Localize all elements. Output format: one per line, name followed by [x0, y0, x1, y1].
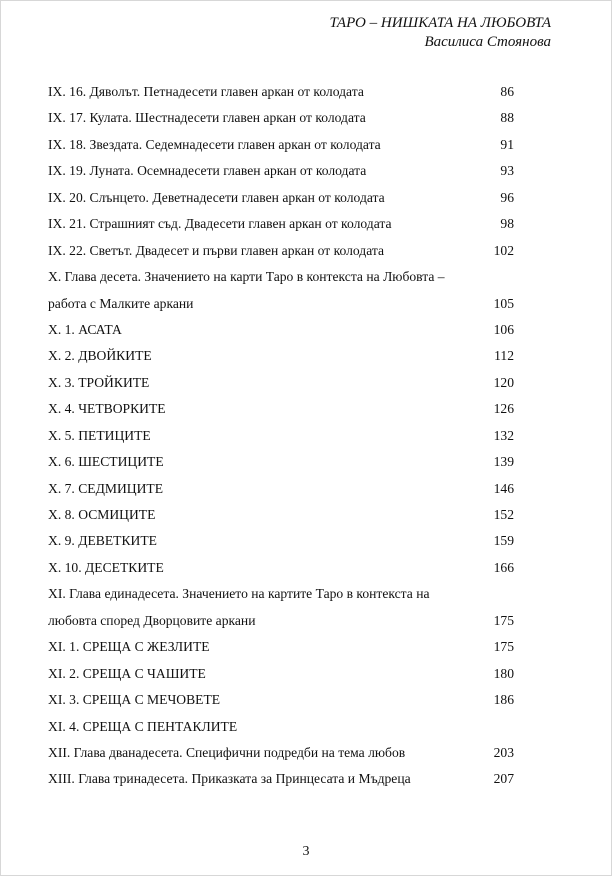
- toc-entry-page: 175: [493, 639, 514, 655]
- toc-entry: [48, 450, 514, 476]
- toc-entry-page: 207: [493, 771, 514, 787]
- toc-entry-title: IX. 22. Светът. Двадесет и първи главен аркан от колодата: [48, 242, 385, 258]
- toc-entry-page: 152: [493, 507, 514, 522]
- toc-entry: [48, 371, 514, 397]
- toc-entry-page: 93: [500, 163, 514, 179]
- toc-entry-page: 166: [493, 559, 514, 575]
- toc-entry: [48, 662, 514, 688]
- toc-entry-title: X. 10. ДЕСЕТКИТЕ: [48, 559, 164, 575]
- toc-entry: [48, 265, 514, 291]
- toc-entry: [48, 582, 514, 608]
- toc-entry: [48, 741, 514, 767]
- toc-entry-title: X. 2. ДВОЙКИТЕ: [48, 348, 152, 364]
- toc-entry-title: IX. 19. Луната. Осемнадесети главен аркан от колодата: [48, 163, 367, 179]
- toc-entry-page: 112: [494, 348, 514, 364]
- toc-entry: [48, 318, 514, 344]
- toc-entry-title: IX. 16. Дяволът. Петнадесети главен аркан от колодата: [48, 84, 364, 99]
- toc-entry-title: XII. Глава дванадесета. Специфични подредби на тема любов: [48, 744, 406, 760]
- toc-entry-title: XIII. Глава тринадесета. Приказката за Принцесата и Мъдреца: [48, 771, 411, 787]
- toc-entry-page: 88: [500, 110, 514, 126]
- toc-entry-page: 159: [493, 533, 514, 549]
- toc-entry-page: 186: [493, 692, 514, 708]
- toc-entry: [48, 186, 514, 212]
- toc-entry-title: XI. Глава единадесета. Значението на картите Таро в контекста на: [48, 586, 430, 602]
- toc-entry-title: IX. 18. Звездата. Седемнадесети главен аркан от колодата: [48, 136, 381, 152]
- toc-entry: [48, 212, 514, 238]
- toc-entry-title: X. 1. АСАТА: [48, 321, 122, 337]
- toc-entry: [48, 529, 514, 555]
- toc-entry-page: 126: [493, 401, 514, 417]
- toc-entry-title: XI. 3. СРЕЩА С МЕЧОВЕТЕ: [48, 692, 221, 708]
- toc-entry-title: IX. 20. Слънцето. Деветнадесети главен аркан от колодата: [48, 189, 385, 205]
- toc-entry-title: XI. 2. СРЕЩА С ЧАШИТЕ: [48, 665, 206, 681]
- toc-entry-title: X. Глава десета. Значението на карти Таро в контекста на Любовта –: [48, 269, 445, 285]
- book-author: Василиса Стоянова: [424, 34, 551, 50]
- toc-entry: [48, 715, 514, 741]
- toc-entry-page: 139: [493, 454, 514, 470]
- running-header: [330, 14, 551, 52]
- toc-entry: [48, 159, 514, 185]
- toc-entry-page: 86: [500, 84, 514, 99]
- toc-entry-page: 146: [493, 480, 514, 496]
- toc-entry: [48, 477, 514, 503]
- table-of-contents: [48, 80, 514, 794]
- toc-entry: [48, 556, 514, 582]
- toc-entry-page: 120: [493, 374, 514, 390]
- toc-entry-title: XI. 1. СРЕЩА С ЖЕЗЛИТЕ: [48, 639, 210, 655]
- toc-entry: [48, 106, 514, 132]
- toc-entry-title: X. 9. ДЕВЕТКИТЕ: [48, 533, 157, 549]
- toc-entry-page: 106: [493, 321, 514, 337]
- toc-entry-page: 91: [500, 136, 514, 152]
- toc-entry: [48, 609, 514, 635]
- toc-entry: [48, 503, 514, 529]
- toc-entry-page: 105: [493, 295, 514, 311]
- toc-entry: [48, 397, 514, 423]
- toc-entry: [48, 292, 514, 318]
- toc-entry-title: X. 7. СЕДМИЦИТЕ: [48, 480, 163, 496]
- toc-entry-title: XI. 4. СРЕЩА С ПЕНТАКЛИТЕ: [48, 718, 238, 734]
- toc-entry-page: 132: [493, 427, 514, 443]
- toc-entry: [48, 239, 514, 265]
- toc-entry-title: IX. 17. Кулата. Шестнадесети главен аркан от колодата: [48, 110, 366, 126]
- toc-entry-page: 175: [493, 612, 514, 628]
- toc-entry-title: X. 4. ЧЕТВОРКИТЕ: [48, 401, 166, 417]
- toc-entry: [48, 688, 514, 714]
- toc-entry-page: 98: [500, 216, 514, 232]
- toc-entry-title: любовта според Дворцовите аркани: [48, 612, 256, 628]
- toc-entry-title: IX. 21. Страшният съд. Двадесети главен аркан от колодата: [48, 216, 392, 232]
- toc-entry-title: работа с Малките аркани: [48, 295, 194, 311]
- toc-entry: [48, 767, 514, 793]
- toc-entry-title: X. 3. ТРОЙКИТЕ: [48, 374, 150, 390]
- toc-entry: [48, 133, 514, 159]
- toc-entry-title: X. 8. ОСМИЦИТЕ: [48, 507, 156, 522]
- toc-entry-title: X. 6. ШЕСТИЦИТЕ: [48, 454, 164, 470]
- toc-entry-page: 102: [493, 242, 514, 258]
- toc-entry-title: X. 5. ПЕТИЦИТЕ: [48, 427, 151, 443]
- toc-entry-page: 96: [500, 189, 514, 205]
- toc-entry: [48, 635, 514, 661]
- page-number: 3: [302, 844, 310, 859]
- toc-entry: [48, 344, 514, 370]
- toc-entry: [48, 80, 514, 106]
- toc-entry-page: 180: [493, 665, 514, 681]
- book-title: ТАРО – НИШКАТА НА ЛЮБОВТА: [329, 15, 551, 31]
- toc-entry: [48, 424, 514, 450]
- toc-entry-page: 203: [493, 744, 514, 760]
